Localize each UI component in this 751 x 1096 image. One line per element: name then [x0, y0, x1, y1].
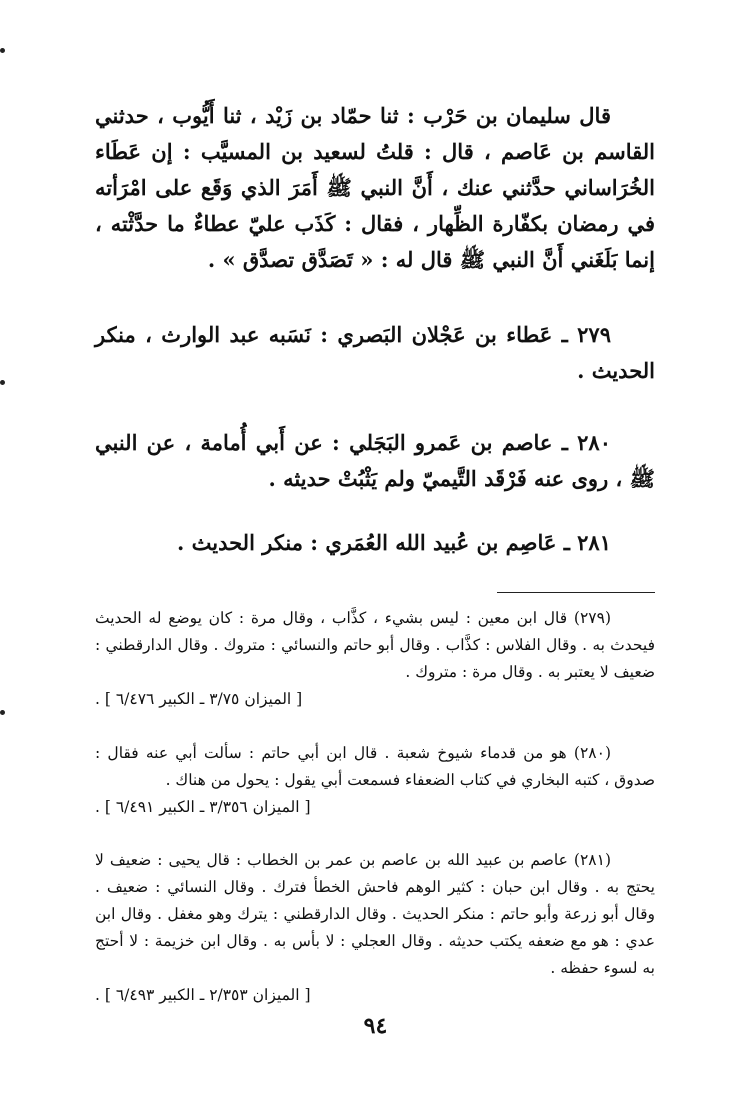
footnote-279 [95, 605, 655, 713]
footnote-separator [497, 592, 655, 593]
footnote-279-reference: [ الميزان ٣/٧٥ ـ الكبير ٦/٤٧٦ ] . [95, 690, 303, 708]
entry-281 [95, 525, 655, 561]
footnote-280-reference: [ الميزان ٣/٣٥٦ ـ الكبير ٦/٤٩١ ] . [95, 798, 311, 816]
footnote-279-text: (٢٧٩) قال ابن معين : ليس بشيء ، كذَّاب ، وقال مرة : كان يوضع له الحديث فيحدث به . وقال الفلاس : كذَّاب . وقال أبو حاتم والنسائي : متروك . وقال الدارقطني : ضعيف لا يعتبر به . وقال مرة : متروك . [95, 609, 655, 681]
margin-dot [0, 48, 5, 53]
entry-281-text: ٢٨١ ـ عَاصِم بن عُبيد الله العُمَري : منكر الحديث . [177, 530, 611, 555]
page-number: ٩٤ [363, 1013, 388, 1039]
footnote-280-text: (٢٨٠) هو من قدماء شيوخ شعبة . قال ابن أبي حاتم : سألت أبي عنه فقال : صدوق ، كتبه البخاري في كتاب الضعفاء فسمعت أبي يقول : يحول من هناك . [95, 744, 655, 789]
entry-279 [95, 317, 655, 389]
intro-paragraph [95, 98, 655, 278]
intro-text: قال سليمان بن حَرْب : ثنا حمّاد بن زَيْد ، ثنا أَيُّوب ، حدثني القاسم بن عَاصم ، قال : قلتُ لسعيد بن المسيَّب : إن عَطَاء الخُرَاساني حدَّثني عنك ، أَنَّ النبي ﷺ أَمَرَ الذي وَقَع على امْرَأته في رمضان بكفّارة الظِّهار ، فقال : كَذَب عليّ عطاءٌ ما حدَّثْته ، إنما بَلَغَني أَنَّ النبي ﷺ قال له : « تَصَدَّق تصدَّق » . [95, 103, 655, 272]
margin-dot [0, 380, 5, 385]
footnote-281-text: (٢٨١) عاصم بن عبيد الله بن عاصم بن عمر بن الخطاب : قال يحيى : ضعيف لا يحتج به . وقال ابن حبان : كثير الوهم فاحش الخطأ فترك . وقال النسائي : ضعيف . وقال أبو زرعة وأبو حاتم : منكر الحديث . وقال الدارقطني : يترك وهو مغفل . وقال ابن عدي : هو مع ضعفه يكتب حديثه . وقال العجلي : لا بأس به . وقال ابن خزيمة : لا أحتج به لسوء حفظه . [95, 851, 655, 977]
entry-280 [95, 425, 655, 497]
entry-279-text: ٢٧٩ ـ عَطاء بن عَجْلان البَصري : نَسَبه عبد الوارث ، منكر الحديث . [95, 322, 655, 383]
footnote-280 [95, 740, 655, 821]
margin-dot [0, 710, 5, 715]
footnote-281-reference: [ الميزان ٢/٣٥٣ ـ الكبير ٦/٤٩٣ ] . [95, 986, 311, 1004]
footnote-281 [95, 847, 655, 1009]
entry-280-text: ٢٨٠ ـ عاصم بن عَمرو البَجَلي : عن أَبي أُمامة ، عن النبي ﷺ ، روى عنه فَرْقَد التَّيميّ ولم يَثْبُتْ حديثه . [95, 430, 655, 491]
